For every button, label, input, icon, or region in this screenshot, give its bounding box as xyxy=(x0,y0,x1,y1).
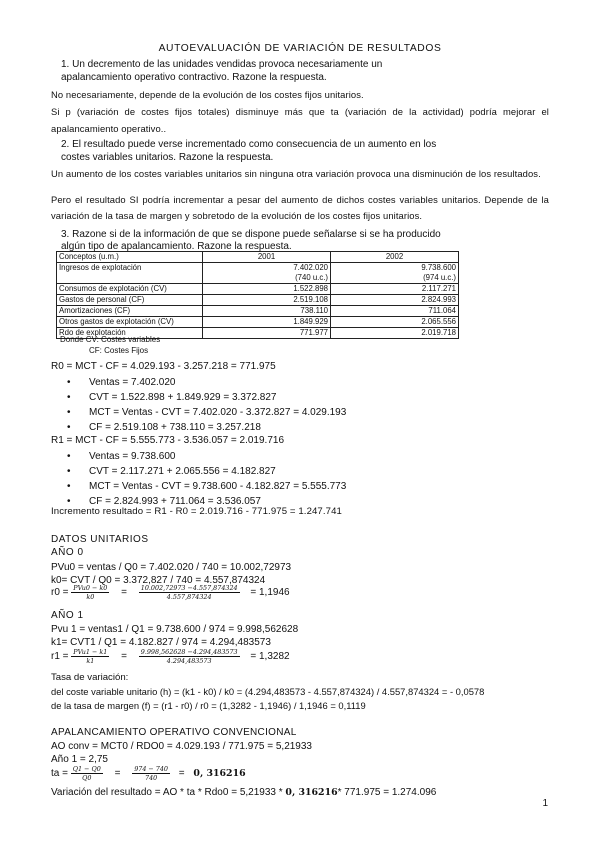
table-cell: Amortizaciones (CF) xyxy=(57,306,203,317)
fraction-denominator: 740 xyxy=(145,773,158,782)
year-0-heading: AÑO 0 xyxy=(51,547,84,558)
list-item: • CF = 2.824.993 + 711.064 = 3.536.057 xyxy=(89,495,346,510)
table-header-cell: Conceptos (u.m.) xyxy=(57,252,203,263)
table-cell: 2.519.108 xyxy=(203,295,331,306)
fraction-denominator: k0 xyxy=(86,592,95,601)
ano-1-value: Año 1 = 2,75 xyxy=(51,754,108,765)
question-2-line-1: 2. El resultado puede verse incrementado como consecuencia de un aumento en los xyxy=(61,139,437,150)
variacion-prefix: Variación del resultado = AO * ta * Rdo0 = 5,21933 * xyxy=(51,787,286,798)
r0-formula-fraction xyxy=(71,584,109,601)
table-cell: 7.402.020 (740 u.c.) xyxy=(203,263,331,284)
list-item: • CVT = 2.117.271 + 2.065.556 = 4.182.827 xyxy=(89,465,346,480)
answer-2-paragraph-1: Un aumento de los costes variables unitarios sin ninguna otra variación provoca una disminución de los resultados. xyxy=(51,168,541,179)
r1-result: = 1,3282 xyxy=(250,651,290,662)
list-item: • CF = 2.519.108 + 738.110 = 3.257.218 xyxy=(89,421,346,436)
r0-result: = 1,1946 xyxy=(250,587,290,598)
fraction-numerator: PVu1 − k1 xyxy=(73,647,108,656)
table-row xyxy=(57,306,459,317)
table-cell: Rdo de explotación xyxy=(57,328,203,339)
r0-label: r0 = xyxy=(51,587,69,598)
list-item: • CVT = 1.522.898 + 1.849.929 = 3.372.827 xyxy=(89,391,346,406)
r0-equation: R0 = MCT - CF = 4.029.193 - 3.257.218 = 771.975 xyxy=(51,361,276,372)
table-header-row xyxy=(57,252,459,263)
table-cell: Consumos de explotación (CV) xyxy=(57,284,203,295)
ta-formula-fraction xyxy=(71,765,103,782)
k0-equation: k0= CVT / Q0 = 3.372,827 / 740 = 4.557,874324 xyxy=(51,575,266,586)
question-3-line-2: algún tipo de apalancamiento. Razone la respuesta. xyxy=(61,241,292,252)
table-header-cell: 2001 xyxy=(203,252,331,263)
table-note-cf: CF: Costes Fijos xyxy=(89,346,149,355)
question-1-line-1: 1. Un decremento de las unidades vendidas provoca necesariamente un xyxy=(61,59,383,70)
ta-result: 0, 316216 xyxy=(193,768,246,779)
list-item: • Ventas = 9.738.600 xyxy=(89,450,346,465)
r1-formula-fraction xyxy=(71,648,109,665)
equals-sign: = xyxy=(121,651,127,662)
table-row xyxy=(57,284,459,295)
equals-sign: = xyxy=(178,768,185,779)
r0-margin-rate-equation xyxy=(51,583,290,603)
document-title: AUTOEVALUACIÓN DE VARIACIÓN DE RESULTADOS xyxy=(158,43,442,54)
table-row xyxy=(57,295,459,306)
table-cell: 2.019.718 xyxy=(331,328,459,339)
answer-2-paragraph-2: Pero el resultado SI podría incrementar a pesar del aumento de dichos costes variables unitarios. Depende de la variación de la tasa de margen y sobretodo de la evolución de los costes fijos unitarios. xyxy=(51,194,549,221)
r1-label: r1 = xyxy=(51,651,69,662)
pvu1-equation: Pvu 1 = ventas1 / Q1 = 9.738.600 / 974 = 9.998,562628 xyxy=(51,624,299,635)
fraction-numerator: 10.002,72973 −4.557,874324 xyxy=(140,583,238,592)
fraction-denominator: 4.557,874324 xyxy=(166,592,212,601)
question-1-line-2: apalancamiento operativo contractivo. Razone la respuesta. xyxy=(61,72,327,83)
question-2-line-2: costes variables unitarios. Razone la respuesta. xyxy=(61,152,274,163)
datos-unitarios-heading: DATOS UNITARIOS xyxy=(51,534,149,545)
tasa-f-equation: de la tasa de margen (f) = (r1 - r0) / r0 = (1,3282 - 1,1946) / 1,1946 = 0,1119 xyxy=(51,700,366,711)
table-cell: Ingresos de explotación xyxy=(57,263,203,284)
list-item: • Ventas = 7.402.020 xyxy=(89,376,346,391)
table-cell: 2.824.993 xyxy=(331,295,459,306)
tasa-variacion-heading: Tasa de variación: xyxy=(51,672,129,683)
table-row xyxy=(57,317,459,328)
variacion-resultado-equation xyxy=(51,786,436,800)
list-item: • MCT = Ventas - CVT = 7.402.020 - 3.372.827 = 4.029.193 xyxy=(89,406,346,421)
fraction-numerator: 9.998,562628 −4.294,483573 xyxy=(140,647,238,656)
fraction-numerator: 974 − 740 xyxy=(134,764,169,773)
ta-values-fraction xyxy=(132,765,170,782)
table-row xyxy=(57,263,459,284)
r1-margin-rate-equation xyxy=(51,647,290,667)
r1-equation: R1 = MCT - CF = 5.555.773 - 3.536.057 = 2.019.716 xyxy=(51,435,285,446)
results-table xyxy=(56,251,459,339)
year-1-heading: AÑO 1 xyxy=(51,610,84,621)
tasa-h-equation: del coste variable unitario (h) = (k1 - k0) / k0 = (4.294,483573 - 4.557,874324) / 4.557,874324 = - 0,0578 xyxy=(51,686,485,697)
equals-sign: = xyxy=(114,768,121,779)
k1-equation: k1= CVT1 / Q1 = 4.182.827 / 974 = 4.294,483573 xyxy=(51,637,271,648)
fraction-denominator: Q0 xyxy=(82,773,92,782)
incremento-resultado: Incremento resultado = R1 - R0 = 2.019.716 - 771.975 = 1.247.741 xyxy=(51,506,342,517)
variacion-ta-value: 0, 316216 xyxy=(285,787,338,798)
answer-1-paragraph-2: Si p (variación de costes fijos totales) disminuye más que ta (variación de la actividad) podría mejorar el apalancamiento operativo.. xyxy=(51,106,549,134)
fraction-denominator: k1 xyxy=(86,656,95,665)
list-item: • MCT = Ventas - CVT = 9.738.600 - 4.182.827 = 5.555.773 xyxy=(89,480,346,495)
table-cell: 2.117.271 xyxy=(331,284,459,295)
table-cell: Otros gastos de explotación (CV) xyxy=(57,317,203,328)
r0-values-fraction xyxy=(139,584,240,601)
r1-breakdown-list xyxy=(89,450,346,510)
ta-label: ta = xyxy=(51,768,68,779)
apalancamiento-heading: APALANCAMIENTO OPERATIVO CONVENCIONAL xyxy=(51,727,297,738)
table-header-cell: 2002 xyxy=(331,252,459,263)
r1-values-fraction xyxy=(139,648,240,665)
table-note-cv: Donde CV: Costes variables xyxy=(60,335,161,344)
page-number: 1 xyxy=(542,798,548,809)
table-cell: 1.522.898 xyxy=(203,284,331,295)
table-cell: 771.977 xyxy=(203,328,331,339)
fraction-numerator: PVu0 − k0 xyxy=(73,583,108,592)
table-cell: 2.065.556 xyxy=(331,317,459,328)
pvu0-equation: PVu0 = ventas / Q0 = 7.402.020 / 740 = 10.002,72973 xyxy=(51,562,292,573)
answer-1-paragraph-1: No necesariamente, depende de la evolución de los costes fijos unitarios. xyxy=(51,89,364,100)
table-cell: 738.110 xyxy=(203,306,331,317)
table-cell: 9.738.600 (974 u.c.) xyxy=(331,263,459,284)
fraction-denominator: 4.294,483573 xyxy=(166,656,212,665)
ao-conv-equation: AO conv = MCT0 / RDO0 = 4.029.193 / 771.975 = 5,21933 xyxy=(51,741,312,752)
table-cell: 1.849.929 xyxy=(203,317,331,328)
table-cell: Gastos de personal (CF) xyxy=(57,295,203,306)
ta-equation xyxy=(51,764,246,784)
r0-breakdown-list xyxy=(89,376,346,436)
fraction-numerator: Q1 − Q0 xyxy=(72,764,101,773)
equals-sign: = xyxy=(121,587,127,598)
question-3-line-1: 3. Razone si de la información de que se dispone puede señalarse si se ha producido xyxy=(61,229,441,240)
variacion-suffix: * 771.975 = 1.274.096 xyxy=(337,787,437,798)
table-cell: 711.064 xyxy=(331,306,459,317)
